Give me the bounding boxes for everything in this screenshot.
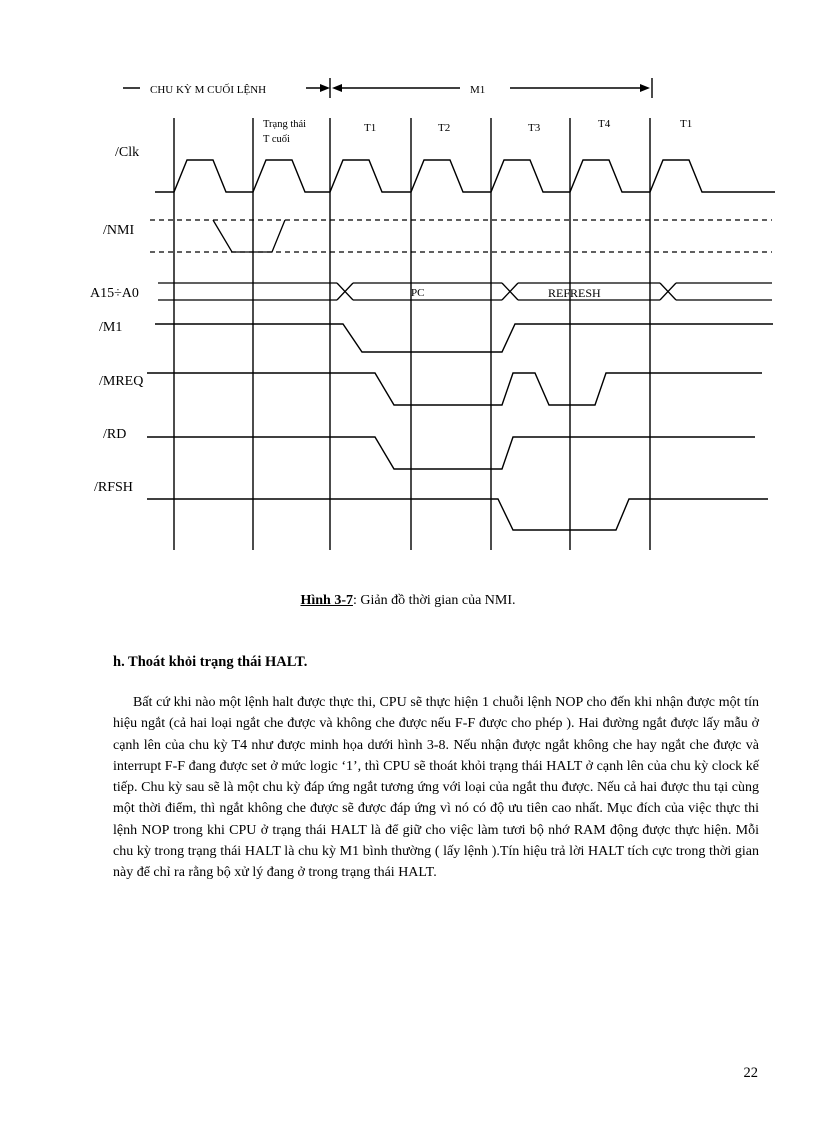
address-bus [158,283,772,300]
mreq-waveform [147,373,762,405]
arrowhead-icon [332,84,342,92]
signal-label-mreq: /MREQ [99,374,144,389]
figure-caption-label: Hình 3-7 [300,593,353,608]
nmi-pulse [213,220,285,252]
state-label-t1: T1 [364,122,377,134]
figure-caption-text: : Giản đồ thời gian của NMI. [352,593,516,608]
last-t-state-label-line2: T cuối [263,134,290,145]
signal-label-rfsh: /RFSH [94,480,133,495]
m1-waveform [155,324,773,352]
figure-caption [0,593,816,609]
m1-label: M1 [470,84,486,96]
page-number: 22 [743,1065,758,1081]
bus-label-refresh: REFRESH [548,286,601,300]
state-label-t1-next: T1 [680,118,693,130]
rfsh-waveform [147,499,768,530]
body-paragraph: Bất cứ khi nào một lệnh halt được thực thi, CPU sẽ thực hiện 1 chuỗi lệnh NOP cho đến khi nhận được một tín hiệu ngắt (cả hai loại ngắt che được và không che được nếu F-F được cho phép ). Hai đường ngắt được lấy mẫu ở cạnh lên của chu kỳ T4 như được minh họa dưới hình 3-8. Nếu nhận được ngắt không che hay ngắt che được và interrupt F-F đang được set ở mức logic ‘1’, thì CPU sẽ thoát khỏi trạng thái HALT ở cạnh lên của chu kỳ clock kế tiếp. Chu kỳ sau sẽ là một chu kỳ đáp ứng ngắt tương ứng với loại của ngắt thu được. Nếu cả hai được thu tại cùng một thời điểm, thì ngắt không che được sẽ được đáp ứng vì nó có độ ưu tiên cao nhất. Mục đích của việc thực thi lệnh NOP trong khi CPU ở trạng thái HALT là để giữ cho việc làm tươi bộ nhớ RAM động được thực hiện. Mỗi chu kỳ trong trạng thái HALT là chu kỳ M1 bình thường ( lấy lệnh ).Tín hiệu trả lời HALT tích cực trong thời gian này để chỉ ra rằng bộ xử lý đang ở trong trạng thái HALT. [113,695,759,881]
arrowhead-icon [640,84,650,92]
signal-label-clk: /Clk [115,145,140,160]
signal-label-nmi: /NMI [103,223,135,238]
state-label-t2: T2 [438,122,451,134]
section-heading: h. Thoát khỏi trạng thái HALT. [113,654,308,670]
state-label-t4: T4 [598,118,611,130]
signal-label-m1: /M1 [99,320,123,335]
clk-waveform [155,160,775,192]
state-label-t3: T3 [528,122,541,134]
signal-label-address: A15÷A0 [90,286,139,301]
last-t-state-label-line1: Trạng thái [263,119,307,130]
rd-waveform [147,437,755,469]
bus-label-pc: PC [411,287,425,299]
last-m-cycle-label: CHU KỲ M CUỐI LỆNH [150,84,267,96]
arrowhead-icon [320,84,330,92]
signal-label-rd: /RD [103,427,127,442]
